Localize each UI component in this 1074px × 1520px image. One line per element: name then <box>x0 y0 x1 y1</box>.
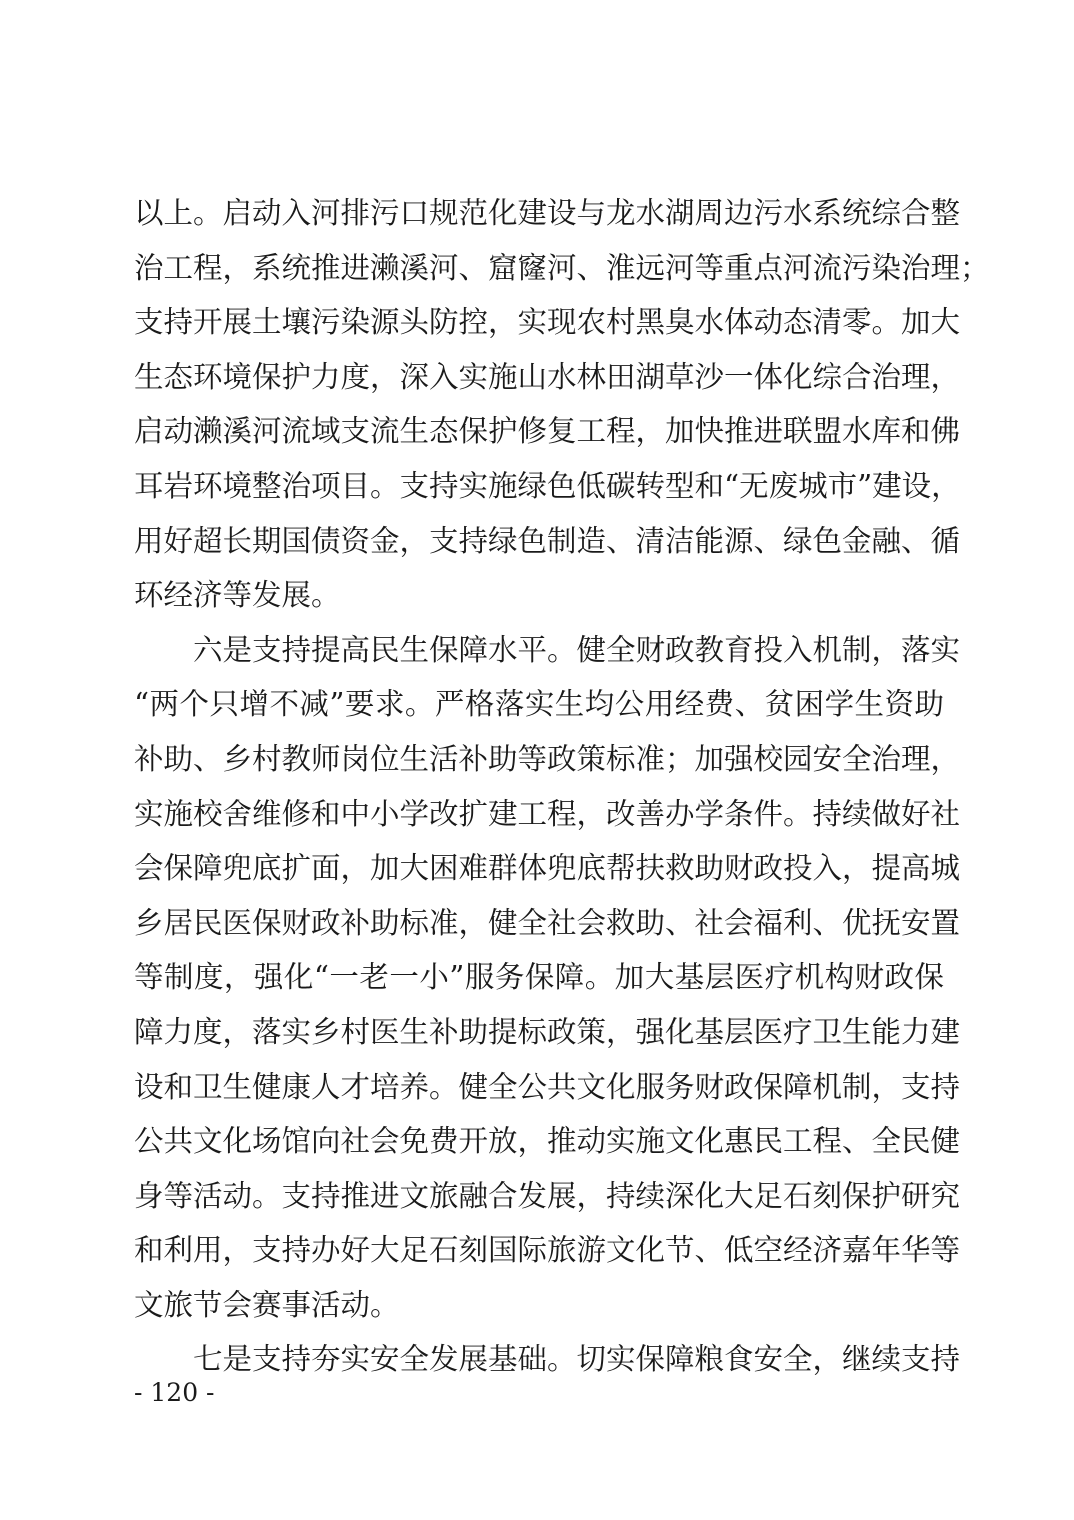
text-line: 启动濑溪河流域支流生态保护修复工程，加快推进联盟水库和佛 <box>134 414 961 449</box>
page-number: - 120 - <box>134 1378 215 1407</box>
text-line: 支持开展土壤污染源头防控，实现农村黑臭水体动态清零。加大 <box>134 305 961 340</box>
text-line: 耳岩环境整治项目。支持实施绿色低碳转型和“无废城市”建设， <box>134 468 961 503</box>
body-text <box>134 186 990 1387</box>
text-line: 环经济等发展。 <box>134 578 341 613</box>
text-line: 以上。启动入河排污口规范化建设与龙水湖周边污水系统综合整 <box>134 196 961 230</box>
text-line: 和利用，支持办好大足石刻国际旅游文化节、低空经济嘉年华等 <box>134 1233 961 1268</box>
text-line: 等制度，强化“一老一小”服务保障。加大基层医疗机构财政保 <box>134 960 944 995</box>
paragraph-start-line: 六是支持提高民生保障水平。健全财政教育投入机制，落实 <box>193 632 961 667</box>
text-line: 乡居民医保财政补助标准，健全社会救助、社会福利、优抚安置 <box>134 905 961 940</box>
text-line: 障力度，落实乡村医生补助提标政策，强化基层医疗卫生能力建 <box>134 1014 961 1049</box>
text-line: 文旅节会赛事活动。 <box>134 1287 400 1322</box>
text-line: 设和卫生健康人才培养。健全公共文化服务财政保障机制，支持 <box>134 1069 961 1104</box>
text-line: 实施校舍维修和中小学改扩建工程，改善办学条件。持续做好社 <box>134 796 961 831</box>
text-line: 身等活动。支持推进文旅融合发展，持续深化大足石刻保护研究 <box>134 1178 961 1213</box>
text-line: 会保障兜底扩面，加大困难群体兜底帮扶救助财政投入，提高城 <box>134 851 961 886</box>
text-line: 生态环境保护力度，深入实施山水林田湖草沙一体化综合治理， <box>134 359 961 394</box>
text-line: “两个只增不减”要求。严格落实生均公用经费、贫困学生资助 <box>134 687 944 722</box>
text-line: 治工程，系统推进濑溪河、窟窿河、淮远河等重点河流污染治理； <box>134 250 990 285</box>
text-line: 公共文化场馆向社会免费开放，推动实施文化惠民工程、全民健 <box>134 1124 961 1159</box>
text-line: 用好超长期国债资金，支持绿色制造、清洁能源、绿色金融、循 <box>134 523 961 558</box>
text-line: 补助、乡村教师岗位生活补助等政策标准；加强校园安全治理， <box>134 741 961 776</box>
paragraph-start-line: 七是支持夯实安全发展基础。切实保障粮食安全，继续支持 <box>193 1342 961 1377</box>
